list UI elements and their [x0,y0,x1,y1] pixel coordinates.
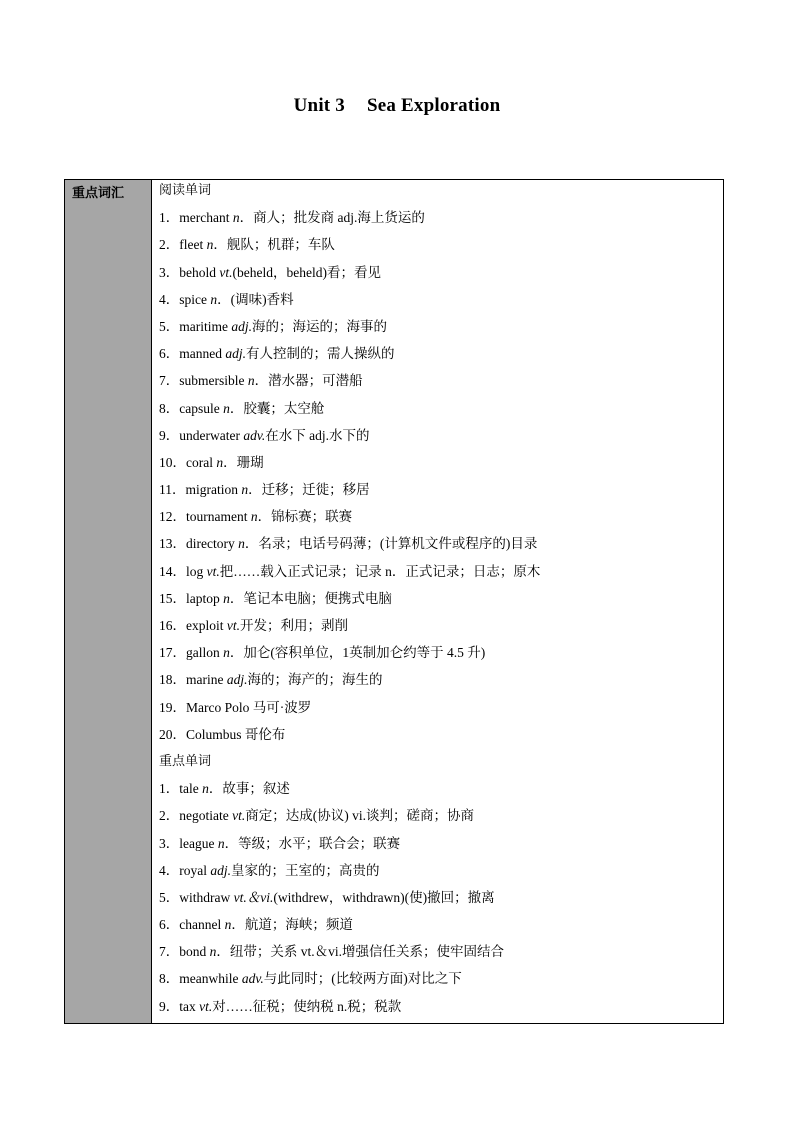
item-definition: (beheld，beheld)看；看见 [232,264,381,280]
vocab-item [159,779,723,806]
unit-name: Sea Exploration [366,95,501,116]
item-number: 4． [159,291,180,307]
item-part-of-speech: n [216,454,224,470]
item-part-of-speech: adj. [225,346,247,362]
vocab-item [159,507,723,534]
item-definition: 商定；达成(协议) vi.谈判；磋商；协商 [245,808,474,824]
vocab-item [159,888,723,915]
item-number: 8． [159,400,180,416]
item-word: underwater [179,427,240,443]
vocab-item [159,562,723,589]
item-number: 17． [159,645,186,661]
item-part-of-speech: adj. [231,318,252,334]
item-part-of-speech: vt. [206,563,220,579]
item-definition: 对……征税；使纳税 n.税；税款 [212,998,402,1014]
item-number: 2． [159,237,180,253]
table-sidebar [65,180,152,1023]
item-word: exploit [186,618,224,633]
item-definition: ．胶囊；太空舱 [229,400,325,416]
item-part-of-speech: n [241,482,249,498]
vocab-item [159,942,723,969]
item-part-of-speech: n [209,944,217,960]
item-word: log [186,563,204,579]
page-title [0,95,794,117]
item-word: laptop [186,590,220,606]
vocab-item [159,861,723,888]
item-definition: ．(调味)香料 [217,291,294,307]
vocab-item [159,426,723,453]
item-definition: 与此同时；(比较两方面)对比之下 [263,971,462,987]
item-number: 14． [159,563,186,579]
vocab-item [159,317,723,344]
item-word: meanwhile [179,971,239,987]
item-part-of-speech: vt. [219,264,233,280]
item-word: marine [186,672,224,688]
item-definition: 哥伦布 [244,726,286,742]
item-number: 16． [159,618,186,633]
item-number: 19． [159,699,186,715]
item-word: tournament [186,509,248,525]
item-definition: ．等级；水平；联合会；联赛 [224,835,401,851]
item-part-of-speech: n [250,509,258,525]
item-definition: 皇家的；王室的；高贵的 [231,862,380,878]
item-definition: 马可·波罗 [252,699,312,715]
vocab-item [159,997,723,1024]
vocabulary-list [152,180,723,1023]
item-number: 7． [159,373,180,389]
item-number: 6． [159,346,180,362]
vocab-item [159,208,723,235]
item-word: maritime [179,318,228,334]
item-number: 5． [159,889,180,905]
item-number: 13． [159,536,186,552]
item-definition: ．珊瑚 [223,454,264,470]
item-word: tax [179,998,196,1014]
item-number: 1． [159,781,180,797]
item-number: 3． [159,835,180,851]
item-word: behold [179,264,216,280]
item-number: 9． [159,427,180,443]
vocab-item [159,235,723,262]
item-word: fleet [179,237,204,253]
item-definition: ．迁移；迁徙；移居 [248,482,370,498]
item-part-of-speech: adv. [241,971,264,987]
item-word: submersible [179,373,245,389]
item-number: 18． [159,672,186,688]
item-part-of-speech: n [232,210,240,226]
vocab-item [159,589,723,616]
section-heading: 阅读单词 [159,183,212,198]
item-word: channel [179,917,222,933]
item-word: bond [179,944,207,960]
item-part-of-speech: adj. [226,672,248,688]
item-number: 7． [159,944,180,960]
item-word: directory [186,536,235,552]
vocab-item [159,915,723,942]
vocab-item [159,371,723,398]
item-word: capsule [179,400,220,416]
item-number: 5． [159,318,180,334]
vocab-item [159,453,723,480]
vocab-item [159,290,723,317]
item-definition: ．纽带；关系 vt.＆vi.增强信任关系；使牢固结合 [216,944,505,960]
item-number: 20． [159,726,186,742]
item-definition: 开发；利用；剥削 [240,618,348,633]
sidebar-label: 重点词汇 [72,186,125,201]
item-definition: ．锦标赛；联赛 [257,509,353,525]
item-definition: ．笔记本电脑；便携式电脑 [229,590,392,606]
vocab-item [159,480,723,507]
item-number: 2． [159,808,180,824]
item-word: withdraw [179,889,231,905]
item-number: 15． [159,590,186,606]
item-word: manned [179,346,222,362]
vocab-item [159,263,723,290]
item-word: Columbus [186,726,242,742]
item-definition: ．商人；批发商 adj.海上货运的 [239,210,425,226]
item-number: 11． [159,482,186,498]
vocab-item [159,534,723,561]
item-definition: 海的；海产的；海生的 [247,672,383,688]
vocab-item [159,698,723,725]
item-part-of-speech: vt. [226,618,240,633]
item-part-of-speech: adj. [210,862,232,878]
vocab-item [159,643,723,670]
item-number: 3． [159,264,180,280]
item-word: league [179,835,215,851]
item-number: 1． [159,210,180,226]
item-definition: ．潜水器；可潜船 [254,373,363,389]
section-heading: 重点单词 [159,753,212,769]
item-part-of-speech: n [202,781,209,797]
item-number: 9． [159,998,180,1014]
vocab-item [159,725,723,752]
item-part-of-speech: n [238,536,245,552]
vocab-item [159,834,723,861]
item-word: gallon [186,645,220,661]
item-part-of-speech: adv. [243,427,266,443]
item-word: negotiate [179,808,229,824]
item-definition: 有人控制的；需人操纵的 [246,346,395,362]
item-part-of-speech: vt.＆vi. [233,889,274,905]
item-part-of-speech: n [247,373,255,389]
item-definition: ．名录；电话号码薄；(计算机文件或程序的)目录 [244,536,538,552]
item-part-of-speech: n [210,291,218,307]
unit-number: Unit 3 [293,95,345,116]
item-part-of-speech: n [223,590,230,606]
item-part-of-speech: n [217,835,225,851]
item-word: royal [179,862,207,878]
vocab-item [159,806,723,833]
item-definition: ．加仑(容积单位，1英制加仑约等于 4.5 升) [229,645,486,661]
item-part-of-speech: n [223,400,230,416]
item-part-of-speech: vt. [199,998,213,1014]
item-word: coral [186,454,213,470]
item-definition: (withdrew，withdrawn)(使)撤回；撤离 [273,889,495,905]
item-part-of-speech: n [206,237,214,253]
vocabulary-table [64,179,724,1024]
item-word: Marco Polo [186,699,250,715]
item-part-of-speech: vt. [232,808,246,824]
item-number: 10． [159,454,186,470]
item-definition: 在水下 adj.水下的 [265,427,370,443]
item-number: 4． [159,862,180,878]
vocab-item [159,399,723,426]
item-word: merchant [179,210,230,226]
item-number: 8． [159,971,180,987]
vocab-item [159,344,723,371]
item-definition: ．故事；叙述 [208,781,290,797]
vocab-item [159,616,723,643]
item-word: spice [179,291,207,307]
item-definition: ．舰队；机群；车队 [213,237,335,253]
item-word: migration [185,482,238,498]
item-number: 12． [159,509,186,525]
vocab-item [159,969,723,996]
item-definition: 海的；海运的；海事的 [252,318,387,334]
item-word: tale [179,781,199,797]
vocab-item [159,670,723,697]
item-number: 6． [159,917,180,933]
item-definition: 把……载入正式记录；记录 n．正式记录；日志；原木 [219,563,541,579]
item-part-of-speech: n [224,917,232,933]
item-part-of-speech: n [223,645,230,661]
item-definition: ．航道；海峡；频道 [231,917,353,933]
